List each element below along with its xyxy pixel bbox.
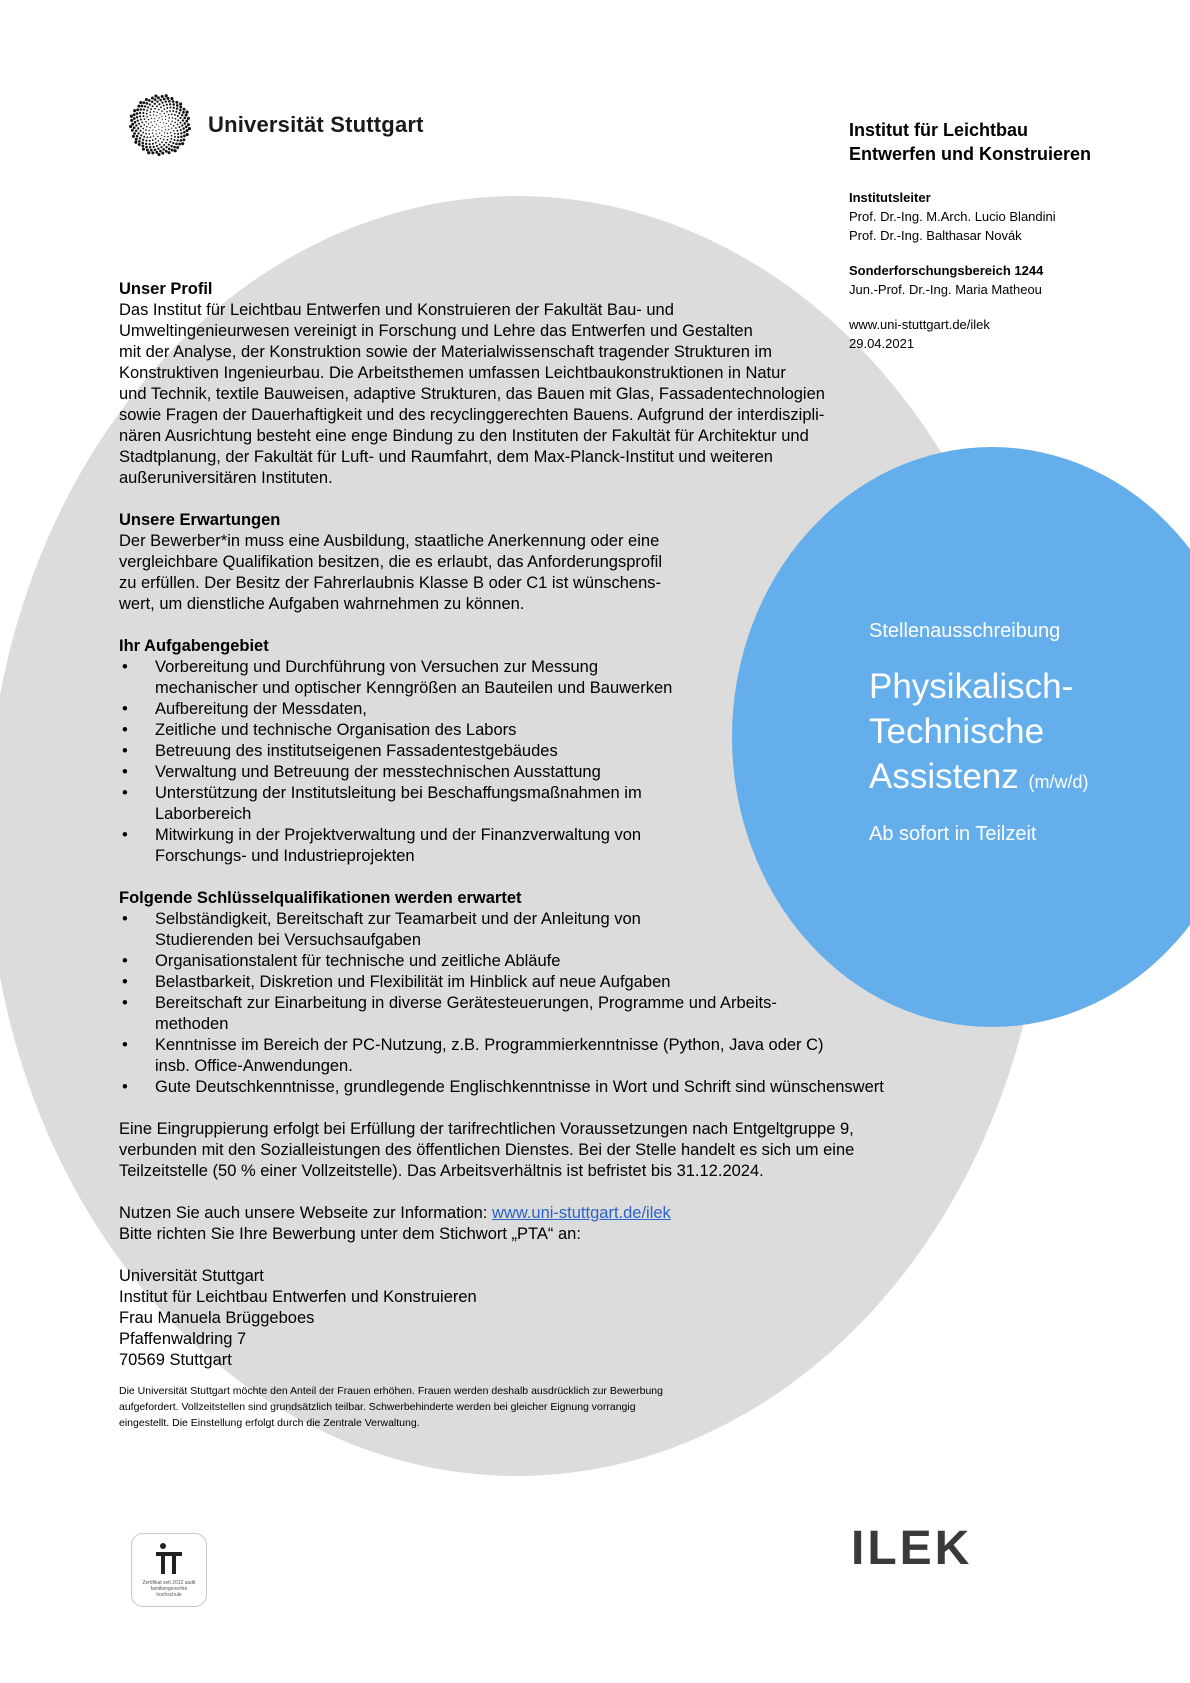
task-item-text: Forschungs- und Industrieprojekten <box>155 847 415 865</box>
bullet-icon: • <box>122 1036 128 1054</box>
expectations-line: zu erfüllen. Der Besitz der Fahrerlaubnis Klasse B oder C1 ist wünschens- <box>119 574 661 592</box>
profile-line: mit der Analyse, der Konstruktion sowie der Materialwissenschaft tragender Strukturen im <box>119 343 772 361</box>
qualification-item <box>119 951 949 972</box>
task-item <box>119 825 949 867</box>
qualification-item <box>119 972 949 993</box>
profile-line: nären Ausrichtung besteht eine enge Bindung zu den Instituten der Fakultät für Architektur und <box>119 427 809 445</box>
task-item <box>119 741 949 762</box>
bullet-icon: • <box>122 721 128 739</box>
task-item-text: Zeitliche und technische Organisation des Labors <box>155 721 517 739</box>
task-item <box>119 699 949 720</box>
equal-opportunity-note <box>119 1383 759 1431</box>
qualification-item-text: Bereitschaft zur Einarbeitung in diverse Gerätesteuerungen, Programme und Arbeits- <box>155 994 777 1012</box>
university-logo-text: Universität Stuttgart <box>208 112 424 137</box>
profile-line: sowie Fragen der Dauerhaftigkeit und des recyclinggerechten Bauens. Aufgrund der interdiszipli- <box>119 406 825 424</box>
bullet-icon: • <box>122 700 128 718</box>
profile-line: Stadtplanung, der Fakultät für Luft- und Raumfahrt, dem Max-Planck-Institut und weiteren <box>119 448 773 466</box>
profile-heading: Unser Profil <box>119 280 213 298</box>
tasks-list <box>119 657 949 867</box>
qualifications-section <box>119 888 949 1098</box>
university-logo <box>128 93 424 157</box>
bullet-icon: • <box>122 826 128 844</box>
apply-line: Bitte richten Sie Ihre Bewerbung unter dem Stichwort „PTA“ an: <box>119 1225 581 1243</box>
family-audit-icon <box>154 1542 184 1576</box>
profile-line: und Technik, textile Bauweisen, adaptive Strukturen, das Bauen mit Glas, Fassadentechnologien <box>119 385 825 403</box>
task-item-text: Verwaltung und Betreuung der messtechnischen Ausstattung <box>155 763 601 781</box>
disclaimer-line: eingestellt. Die Einstellung erfolgt durch die Zentrale Verwaltung. <box>119 1417 420 1429</box>
qualification-item-text: Studierenden bei Versuchsaufgaben <box>155 931 422 949</box>
qualifications-heading: Folgende Schlüsselqualifikationen werden erwartet <box>119 889 522 907</box>
bullet-icon: • <box>122 658 128 676</box>
address-line: 70569 Stuttgart <box>119 1351 232 1369</box>
disclaimer-line: Die Universität Stuttgart möchte den Anteil der Frauen erhöhen. Frauen werden deshalb ausdrücklich zur Bewerbung <box>119 1385 663 1397</box>
bullet-icon: • <box>122 952 128 970</box>
ilek-logo: ILEK <box>851 1522 973 1575</box>
task-item <box>119 762 949 783</box>
task-item-text: Aufbereitung der Messdaten, <box>155 700 367 718</box>
expectations-line: wert, um dienstliche Aufgaben wahrnehmen zu können. <box>119 595 525 613</box>
website-link[interactable]: www.uni-stuttgart.de/ilek <box>491 1204 671 1222</box>
salary-line: verbunden mit den Sozialleistungen des öffentlichen Dienstes. Bei der Stelle handelt es sich um eine <box>119 1141 855 1159</box>
bullet-icon: • <box>122 742 128 760</box>
tasks-section <box>119 636 949 867</box>
expectations-section <box>119 510 949 615</box>
bullet-icon: • <box>122 763 128 781</box>
address-line: Frau Manuela Brüggeboes <box>119 1309 315 1327</box>
job-subtitle: Ab sofort in Teilzeit <box>869 823 1037 845</box>
salary-line: Eine Eingruppierung erfolgt bei Erfüllung der tarifrechtlichen Voraussetzungen nach Entgeltgruppe 9, <box>119 1120 854 1138</box>
task-item <box>119 783 949 825</box>
bullet-icon: • <box>122 1078 128 1096</box>
qualification-item-text: Belastbarkeit, Diskretion und Flexibilität im Hinblick auf neue Aufgaben <box>155 973 671 991</box>
job-title: Physikalisch- Technische Assistenz (m/w/d) <box>869 667 1089 796</box>
posting-kicker: Stellenausschreibung <box>869 620 1061 642</box>
qualification-item-text: Organisationstalent für technische und zeitliche Abläufe <box>155 952 561 970</box>
qualification-item <box>119 909 949 951</box>
institute-name-line2: Entwerfen und Konstruieren <box>849 144 1092 164</box>
qualification-item <box>119 1035 949 1077</box>
postal-address <box>119 1266 949 1371</box>
profile-line: außeruniversitären Instituten. <box>119 469 333 487</box>
qualification-item <box>119 993 949 1035</box>
task-item-text: Mitwirkung in der Projektverwaltung und der Finanzverwaltung von <box>155 826 642 844</box>
disclaimer-line: aufgefordert. Vollzeitstellen sind grundsätzlich teilbar. Schwerbehinderte werden bei gleicher Eignung vorrangig <box>119 1401 636 1413</box>
qualification-item-text: Selbständigkeit, Bereitschaft zur Teamarbeit und der Anleitung von <box>155 910 641 928</box>
family-audit-certificate <box>131 1533 207 1607</box>
sfb-label: Sonderforschungsbereich 1244 <box>849 263 1044 278</box>
expectations-line: Der Bewerber*in muss eine Ausbildung, staatliche Anerkennung oder eine <box>119 532 660 550</box>
profile-text <box>119 300 949 489</box>
qualification-item-text: insb. Office-Anwendungen. <box>155 1057 353 1075</box>
contact-section <box>119 1203 949 1371</box>
institute-website: www.uni-stuttgart.de/ilek <box>849 317 990 332</box>
heads-label: Institutsleiter <box>849 190 931 205</box>
task-item <box>119 720 949 741</box>
qualification-item-text: methoden <box>155 1015 229 1033</box>
expectations-heading: Unsere Erwartungen <box>119 511 281 529</box>
institute-name-line1: Institut für Leichtbau <box>849 120 1028 140</box>
qualifications-list <box>119 909 949 1098</box>
qualification-item-text: Gute Deutschkenntnisse, grundlegende Englischkenntnisse in Wort und Schrift sind wünschenswert <box>155 1078 884 1096</box>
bullet-icon: • <box>122 994 128 1012</box>
task-item-text: Unterstützung der Institutsleitung bei Beschaffungsmaßnahmen im <box>155 784 642 802</box>
head-1: Prof. Dr.-Ing. M.Arch. Lucio Blandini <box>849 209 1056 224</box>
salary-text <box>119 1119 949 1182</box>
task-item-text: Betreuung des institutseigenen Fassadentestgebäudes <box>155 742 558 760</box>
bullet-icon: • <box>122 910 128 928</box>
salary-line: Teilzeitstelle (50 % einer Vollzeitstelle). Das Arbeitsverhältnis ist befristet bis 31.12.2024. <box>119 1162 764 1180</box>
job-title-block <box>869 618 1190 847</box>
expectations-line: vergleichbare Qualifikation besitzen, die es erlaubt, das Anforderungsprofil <box>119 553 662 571</box>
profile-line: Konstruktiven Ingenieurbau. Die Arbeitsthemen umfassen Leichtbaukonstruktionen in Natur <box>119 364 786 382</box>
posting-body <box>119 279 949 1431</box>
tasks-heading: Ihr Aufgabengebiet <box>119 637 269 655</box>
task-item-text: mechanischer und optischer Kenngrößen an Bauteilen und Bauwerken <box>155 679 673 697</box>
profile-section <box>119 279 949 489</box>
address-line: Pfaffenwaldring 7 <box>119 1330 247 1348</box>
expectations-text <box>119 531 949 615</box>
university-dot-emblem-icon <box>128 93 192 157</box>
sfb-head: Jun.-Prof. Dr.-Ing. Maria Matheou <box>849 282 1042 297</box>
address-line: Universität Stuttgart <box>119 1267 264 1285</box>
certificate-caption: Zertifikat seit 2012 audit familiengerechte hochschule <box>142 1580 196 1598</box>
profile-line: Umweltingenieurwesen vereinigt in Forschung und Lehre das Entwerfen und Gestalten <box>119 322 753 340</box>
task-item-text: Vorbereitung und Durchführung von Versuchen zur Messung <box>155 658 599 676</box>
task-item-text: Laborbereich <box>155 805 252 823</box>
qualification-item-text: Kenntnisse im Bereich der PC-Nutzung, z.B. Programmierkenntnisse (Python, Java oder C) <box>155 1036 824 1054</box>
address-line: Institut für Leichtbau Entwerfen und Konstruieren <box>119 1288 477 1306</box>
info-line: Nutzen Sie auch unsere Webseite zur Information: www.uni-stuttgart.de/ilek <box>119 1204 671 1222</box>
bullet-icon: • <box>122 973 128 991</box>
bullet-icon: • <box>122 784 128 802</box>
posting-date: 29.04.2021 <box>849 336 915 351</box>
gender-suffix: (m/w/d) <box>1028 772 1089 792</box>
profile-line: Das Institut für Leichtbau Entwerfen und Konstruieren der Fakultät Bau- und <box>119 301 674 319</box>
task-item <box>119 657 949 699</box>
head-2: Prof. Dr.-Ing. Balthasar Novák <box>849 228 1022 243</box>
qualification-item <box>119 1077 949 1098</box>
